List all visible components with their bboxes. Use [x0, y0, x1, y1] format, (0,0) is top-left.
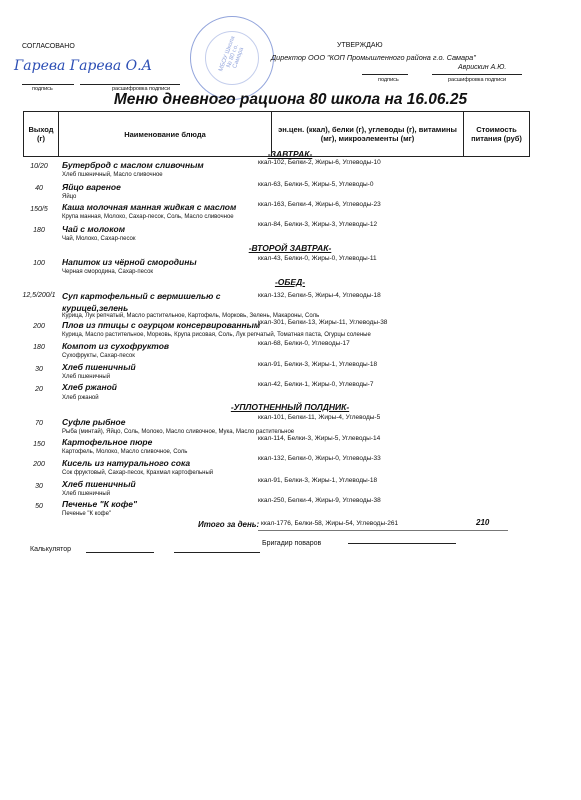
dish-ingredients: Чай, Молоко, Сахар-песок [62, 236, 136, 242]
dish-ingredients: Черная смородина, Сахар-песок [62, 269, 154, 275]
dish-ingredients: Рыба (минтай), Яйцо, Соль, Молоко, Масло сливочное, Мука, Масло растительное [62, 429, 295, 435]
dish-name: Суфле рыбное [62, 417, 126, 427]
calculator-sign-line [86, 552, 154, 553]
col-output-header: Выход (г) [24, 112, 59, 157]
dish-nutrition: ккал-101, Белки-11, Жиры-4, Углеводы-5 [258, 414, 381, 421]
dish-name: Хлеб ржаной [62, 382, 117, 392]
dish-ingredients: Хлеб пшеничный [62, 491, 111, 497]
dish-ingredients: Хлеб ржаной [62, 395, 99, 401]
dish-name: Яйцо вареное [62, 182, 121, 192]
col-cost-header: Стоимость питания (руб) [464, 112, 530, 157]
row-output: 100 [33, 260, 45, 267]
dish-nutrition: ккал-301, Белки-13, Жиры-11, Углеводы-38 [258, 319, 388, 326]
director-title: Директор ООО "КОП Промышленного района г.о. Самара" [271, 53, 476, 62]
row-output: 12,5/200/1 [22, 292, 56, 299]
row-output: 180 [33, 344, 45, 351]
dish-nutrition: ккал-42, Белки-1, Жиры-0, Углеводы-7 [258, 381, 374, 388]
row-output: 150 [33, 441, 45, 448]
dish-name: Печенье "К кофе" [62, 499, 137, 509]
total-label: Итого за день: [198, 520, 260, 529]
row-output: 200 [33, 323, 45, 330]
dish-ingredients: Крупа манная, Молоко, Сахар-песок, Соль, Масло сливочное [62, 214, 234, 220]
dish-nutrition: ккал-102, Белки-2, Жиры-6, Углеводы-10 [258, 159, 381, 166]
director-name: Аврискин А.Ю. [458, 64, 507, 71]
section-title: -УПЛОТНЕННЫЙ ПОЛДНИК- [230, 402, 350, 412]
page-title: Меню дневного рациона 80 школа на 16.06.25 [113, 91, 468, 108]
row-output: 50 [35, 503, 43, 510]
dish-name: Кисель из натурального сока [62, 458, 191, 468]
dish-ingredients: Яйцо [62, 194, 77, 200]
dish-name: Чай с молоком [62, 224, 126, 234]
row-output: 200 [33, 461, 45, 468]
row-output: 10/20 [30, 163, 48, 170]
section-title: -ВТОРОЙ ЗАВТРАК- [248, 243, 332, 253]
total-line [258, 530, 508, 531]
dish-nutrition: ккал-250, Белки-4, Жиры-9, Углеводы-38 [258, 497, 381, 504]
dish-name: Каша молочная манная жидкая с маслом [62, 202, 237, 212]
col-nutrition-header: эн.цен. (ккал), белки (г), углеводы (г), витамины (мг), микроэлементы (мг) [272, 112, 464, 157]
approved-label: УТВЕРЖДАЮ [337, 42, 383, 49]
row-output: 30 [35, 483, 43, 490]
dish-nutrition: ккал-132, Белки-0, Жиры-0, Углеводы-33 [258, 455, 381, 462]
dish-ingredients: Сок фруктовый, Сахар-песок, Крахмал картофельный [62, 470, 214, 476]
calculator-name-line [174, 552, 260, 553]
dish-nutrition: ккал-43, Белки-0, Жиры-0, Углеводы-11 [258, 255, 377, 262]
approved-sign-line [362, 74, 408, 75]
total-cost: 210 [476, 518, 490, 527]
dish-nutrition: ккал-132, Белки-5, Жиры-4, Углеводы-18 [258, 292, 381, 299]
agreed-name-line [80, 84, 180, 85]
agreed-sign-line [22, 84, 74, 85]
dish-ingredients: Сухофрукты, Сахар-песок [62, 353, 135, 359]
agreed-caption-name: расшифровка подписи [112, 86, 171, 92]
approved-caption-name: расшифровка подписи [448, 77, 507, 83]
dish-name: Напиток из чёрной смородины [62, 257, 197, 267]
dish-nutrition: ккал-68, Белки-0, Углеводы-17 [258, 340, 350, 347]
agreed-label: СОГЛАСОВАНО [22, 43, 75, 50]
dish-name: Суп картофельный с вермишелью с курицей,зелень [62, 291, 221, 313]
handwritten-signature: Гарева Гарева О.А [14, 58, 153, 74]
dish-name: Картофельное пюре [62, 437, 153, 447]
dish-nutrition: ккал-84, Белки-3, Жиры-3, Углеводы-12 [258, 221, 378, 228]
dish-name: Бутерброд с маслом сливочным [62, 160, 204, 170]
brigadier-label: Бригадир поваров [262, 540, 322, 547]
dish-nutrition: ккал-91, Белки-3, Жиры-1, Углеводы-18 [258, 477, 378, 484]
dish-nutrition: ккал-63, Белки-5, Жиры-5, Углеводы-0 [258, 181, 374, 188]
section-title: -ЗАВТРАК- [267, 149, 313, 159]
row-output: 150/5 [30, 206, 48, 213]
brigadier-sign-line [348, 543, 456, 544]
section-title: -ОБЕД- [274, 277, 306, 287]
row-output: 70 [35, 420, 43, 427]
dish-nutrition: ккал-163, Белки-4, Жиры-6, Углеводы-23 [258, 201, 381, 208]
total-nutrition: ккал-1776, Белки-58, Жиры-54, Углеводы-261 [261, 520, 399, 527]
dish-ingredients: Картофель, Молоко, Масло сливочное, Соль [62, 449, 188, 455]
row-output: 30 [35, 366, 43, 373]
row-output: 180 [33, 227, 45, 234]
calculator-label: Калькулятор [30, 546, 71, 553]
dish-name: Хлеб пшеничный [62, 362, 136, 372]
row-output: 40 [35, 185, 43, 192]
dish-nutrition: ккал-114, Белки-3, Жиры-5, Углеводы-14 [258, 435, 381, 442]
dish-ingredients: Хлеб пшеничный, Масло сливочное [62, 172, 163, 178]
approved-name-line [432, 74, 522, 75]
dish-ingredients: Печенье "К кофе" [62, 511, 112, 517]
dish-ingredients: Курица, Масло растительное, Морковь, Крупа рисовая, Соль, Лук репчатый, Томатная паста, Огурцы соленые [62, 332, 371, 338]
dish-nutrition: ккал-91, Белки-3, Жиры-1, Углеводы-18 [258, 361, 378, 368]
approved-caption-sign: подпись [378, 77, 399, 83]
col-name-header: Наименование блюда [59, 112, 272, 157]
dish-name: Плов из птицы с огурцом консервированным [62, 320, 261, 330]
dish-ingredients: Курица, Лук репчатый, Масло растительное, Картофель, Морковь, Зелень, Макароны, Соль [62, 313, 320, 319]
dish-name: Компот из сухофруктов [62, 341, 170, 351]
school-stamp: МБОУ Школа № 80 г.о. Самара [190, 16, 274, 100]
dish-ingredients: Хлеб пшеничный [62, 374, 111, 380]
agreed-caption-sign: подпись [32, 86, 53, 92]
dish-name: Хлеб пшеничный [62, 479, 136, 489]
row-output: 20 [35, 386, 43, 393]
